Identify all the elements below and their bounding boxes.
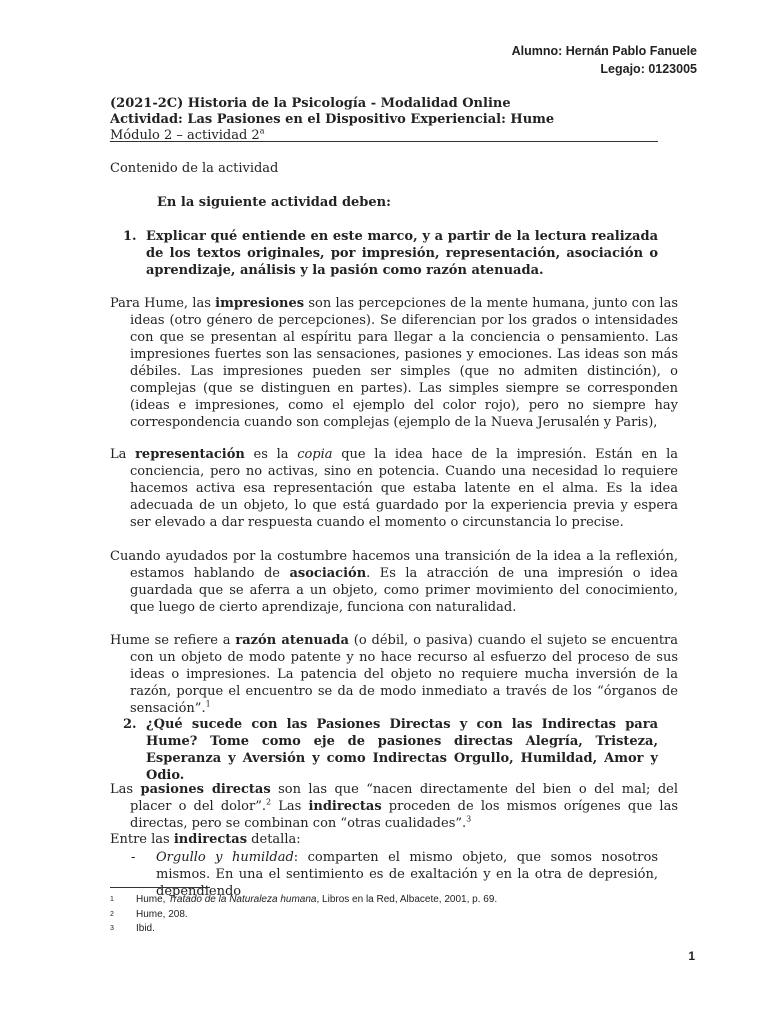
footnote-ref-1: 1	[205, 699, 211, 709]
course-title: (2021-2C) Historia de la Psicología - Modalidad Online	[110, 96, 511, 111]
q1-text: Explicar qué entiende en este marco, y a partir de la lectura realizada de los textos originales, por impresión, representación, asociación o aprendizaje, análisis y la pasión como razón atenuada.	[146, 229, 658, 278]
footnote-separator	[110, 887, 210, 888]
module-line: Módulo 2 – actividad 2$^a$	[110, 126, 265, 143]
footnote-ref-2: 2	[266, 797, 272, 807]
paragraph-representacion: La representación es la copia que la idea hace de la impresión. Están en la conciencia, pero no activas, sino en potencia. Cuando una necesidad lo requiere hacemos activa esa representación que estaba latente en el alma. Es la idea adecuada de un objeto, lo que está guardado por la experiencia previa y espera ser elevado a dar respuesta cuando el momento o circunstancia lo precise.	[110, 447, 679, 530]
q2-number: 2.	[123, 717, 137, 732]
page-number: 1	[688, 949, 695, 963]
list-bullet-dash: -	[131, 850, 136, 865]
footnote-1: 1 Hume, Tratado de la Naturaleza humana, Libros en la Red, Albacete, 2001, p. 69.	[110, 894, 498, 905]
paragraph-indirectas-intro: Entre las indirectas detalla:	[110, 832, 301, 847]
q1-number: 1.	[123, 229, 137, 244]
paragraph-asociacion: Cuando ayudados por la costumbre hacemos una transición de la idea a la reflexión, estamos hablando de asociación. Es la atracción de una impresión o idea guardada que se aferra a un objeto, como primer movimiento del conocimiento, que luego de cierto aprendizaje, funciona con naturalidad.	[110, 549, 679, 615]
legajo: Legajo: 0123005	[600, 62, 697, 76]
paragraph-pasiones-directas: Las pasiones directas son las que “nacen directamente del bien o del mal; del placer o del dolor”.$^2$ Las indirectas proceden de los mismos orígenes que las directas, pero se combinan con “otras cualidades”.$^3$	[110, 782, 679, 831]
footnote-ref-3: 3	[466, 814, 472, 824]
title-rule	[110, 141, 658, 142]
paragraph-razon-atenuada: Hume se refiere a razón atenuada (o débil, o pasiva) cuando el sujeto se encuentra con un objeto de modo patente y no hace recurso al esfuerzo del proceso de sus ideas o impresiones. La patencia del objeto no requiere mucha inversión de la razón, porque el encuentro se da de modo inmediato a través de los “órganos de sensación”.$^1$	[110, 633, 679, 716]
title-block	[110, 96, 658, 144]
activity-title: Actividad: Las Pasiones en el Dispositivo Experiencial: Hume	[110, 112, 555, 127]
intro-text: En la siguiente actividad deben:	[157, 195, 391, 210]
q2-text: ¿Qué sucede con las Pasiones Directas y con las Indirectas para Hume? Tome como eje de pasiones directas Alegría, Tristeza, Esperanza y Aversión y como Indirectas Orgullo, Humildad, Amor y Odio.	[146, 717, 658, 783]
content-label: Contenido de la actividad	[110, 161, 279, 176]
student-name: Alumno: Hernán Pablo Fanuele	[511, 44, 697, 58]
footnote-2: 2 Hume, 208.	[110, 909, 188, 920]
footnote-3: 3 Ibid.	[110, 923, 155, 934]
list-item-orgullo-humildad: Orgullo y humildad: comparten el mismo objeto, que somos nosotros mismos. En una el sentimiento es de exaltación y en la otra de depresión, dependiendo	[156, 850, 658, 899]
paragraph-impresiones: Para Hume, las impresiones son las percepciones de la mente humana, junto con las ideas (otro género de percepciones). Se diferencian por los grados o intensidades con que se presentan al espíritu para llegar a la conciencia o pensamiento. Las impresiones fuertes son las sensaciones, pasiones y emociones. Las ideas son más débiles. Las impresiones pueden ser simples (que no admiten distinción), o complejas (que se distinguen en partes). Las simples siempre se corresponden (ideas e impresiones, como el ejemplo del color rojo), pero no siempre hay correspondencia cuando son complejas (ejemplo de la Nueva Jerusalén y Paris),	[110, 296, 679, 430]
